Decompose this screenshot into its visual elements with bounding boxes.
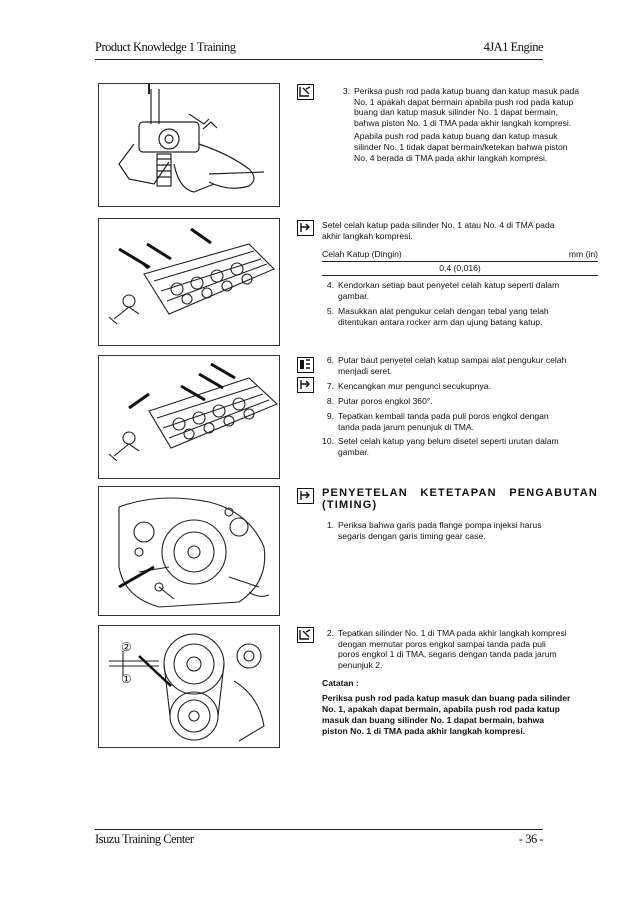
step-line: Apabila push rod pada katup buang dan katup masuk (354, 131, 558, 142)
step-number: 2. (326, 628, 334, 638)
step-line: ditentukan antara rocker arm dan ujung batang katup. (338, 316, 543, 327)
step-number: 3. (342, 86, 350, 96)
step-line: Kencangkan mur pengunci secukupnya. (338, 381, 491, 391)
pushrod-illustration (99, 84, 279, 206)
step-line: gambar. (338, 446, 370, 457)
figure-loosen-adjusters (98, 218, 280, 346)
step-line: No. 1 apakah dapat bermain apabila push rod pada katup (354, 96, 574, 107)
spec-unit: mm (in) (568, 249, 598, 259)
section-title-timing (322, 487, 598, 511)
step-line: penunjuk 2. (338, 659, 383, 670)
figure-pushrod-check (98, 83, 280, 207)
step-number: 7. (326, 381, 334, 391)
step-number: 5. (326, 306, 334, 316)
page-number: - 36 - (518, 832, 543, 846)
note-line: Periksa push rod pada katup masuk dan buang pada silinder (322, 693, 571, 703)
step-line: Periksa push rod pada katup buang dan katup masuk pada (354, 86, 580, 96)
note-line: piston No. 1 di TMA pada akhir langkah kompresi. (322, 726, 526, 736)
gauge-icon (297, 357, 314, 373)
step-line: gambar. (338, 290, 370, 301)
adjust-icon-2 (297, 488, 314, 504)
step-line: poros engkol 1 di TMA, segaris dengan tanda pada jarum (338, 649, 557, 660)
step-line: Masukkan alat pengukur celah dengan tebal yang telah (338, 306, 549, 316)
page-header (95, 40, 543, 56)
header-right: 4JA1 Engine (483, 40, 543, 54)
step-line: tanda pada jarum penunjuk di TMA. (338, 421, 474, 432)
injection-pump-illustration (99, 487, 279, 615)
step-line: Putar baut penyetel celah katup sampai alat pengukur celah (338, 355, 567, 365)
rocker-arm-illustration-2 (99, 356, 279, 478)
step-line: No. 4 berada di TMA pada akhir langkah kompresi. (354, 152, 548, 163)
step-number: 4. (326, 280, 334, 290)
rocker-arm-illustration (99, 219, 279, 345)
figure-crank-pulley (98, 625, 280, 748)
spec-label: Celah Katup (Dingin) (322, 249, 402, 259)
step-line: Putar poros engkol 360°. (338, 396, 433, 406)
check-icon-2 (297, 627, 314, 643)
spec-rule-top (322, 261, 598, 262)
intro-line: akhir langkah kompresi. (322, 230, 413, 241)
adjust-icon (297, 220, 314, 236)
intro-line: Setel celah katup pada silinder No. 1 atau No. 4 di TMA pada (322, 220, 555, 230)
step-line: buang dan katup masuk silinder No. 1 dapat bermain, (354, 107, 558, 118)
spec-value: 0,4 (0,016) (439, 263, 481, 273)
step-number: 6. (326, 355, 334, 365)
callout-1: ① (121, 672, 132, 686)
note-line: No. 1, apakah dapat bermain, apabila push rod pada katup (322, 704, 560, 714)
step-number: 1. (326, 520, 334, 530)
spec-row (322, 249, 598, 260)
step-number: 8. (326, 396, 334, 406)
step-line: Kendorkan setiap baut penyetel celah katup seperti dalam (338, 280, 560, 290)
header-left: Product Knowledge 1 Training (95, 40, 236, 54)
step-line: segaris dengan garis timing gear case. (338, 530, 486, 541)
step-line: Tepatkan kembali tanda pada puli poros engkol dengan (338, 411, 549, 421)
step-number: 10. (322, 436, 334, 446)
footer-rule (95, 829, 543, 830)
step-line: Setel celah katup yang belum disetel seperti urutan dalam (338, 436, 559, 446)
note-line: masuk dan buang silinder No. 1 dapat bermain, bahwa (322, 715, 545, 725)
figure-adjust-remaining (98, 355, 280, 479)
title-line-2: (TIMING) (322, 499, 378, 511)
title-word: PENGABUTAN (509, 487, 598, 499)
tighten-icon (297, 377, 314, 393)
step-line: bahwa piston No. 1 di TMA pada akhir langkah kompresi. (354, 117, 572, 128)
step-line: Periksa bahwa garis pada flange pompa injeksi harus (338, 520, 542, 530)
note-label: Catatan : (322, 678, 359, 688)
figure-injection-timing (98, 486, 280, 616)
note-text (322, 693, 602, 737)
check-icon (297, 84, 314, 100)
title-line-1 (322, 487, 598, 499)
step-number: 9. (326, 411, 334, 421)
title-word: PENYETELAN (322, 487, 408, 499)
spec-rule-bottom (322, 275, 598, 276)
callout-2: ② (121, 640, 132, 654)
title-word: KETETAPAN (420, 487, 497, 499)
step-line: dengan memutar poros engkol sampai tanda pada puli (338, 638, 546, 649)
footer-left: Isuzu Training Center (95, 832, 194, 846)
header-rule (95, 59, 543, 60)
step-line: menjadi seret. (338, 365, 392, 376)
page-footer (95, 832, 543, 848)
step-line: silinder No. 1 tidak dapat bermain/ketekan bahwa piston (354, 141, 568, 152)
setting-intro (322, 220, 598, 241)
step-line: Tepatkan silinder No. 1 di TMA pada akhir langkah kompresi (338, 628, 567, 638)
